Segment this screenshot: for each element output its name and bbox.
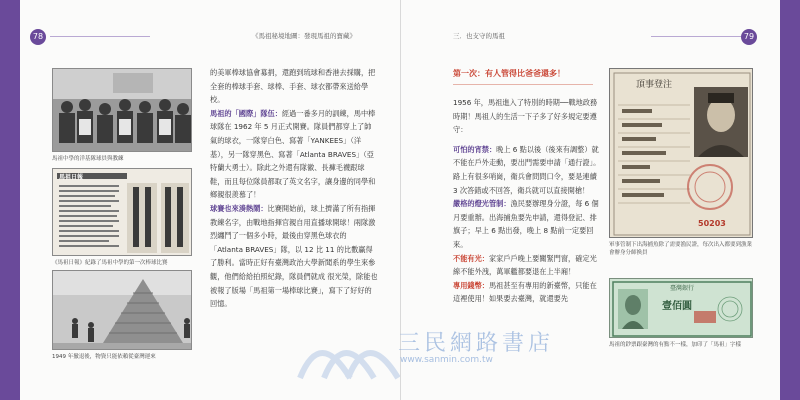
id-card-caption: 軍事管制下出海捕魚除了需要漁民證，每次出入都要到漁業會辦身分師換員 [609, 242, 753, 256]
right-page-number: 79 [741, 29, 757, 45]
supplies-photo-illustration [53, 271, 192, 350]
id-card-number: 50203 [698, 219, 726, 228]
watermark-url: www.sanmin.com.tw [400, 355, 493, 365]
right-header-title: 三．也支守的馬祖 [453, 32, 505, 40]
newspaper-illustration [53, 169, 192, 256]
rule-1-label: 可怕的宵禁： [453, 144, 497, 154]
left-header-title: 《馬祖秘境地圖：發現馬祖的寶藏》 [252, 32, 356, 40]
id-card-illustration [610, 69, 753, 238]
banknote-bank-name: 臺灣銀行 [670, 285, 695, 292]
watermark-logo-icon [290, 322, 400, 382]
right-header-rule [651, 36, 741, 37]
page-frame-left [0, 0, 20, 400]
rule-2-text: 漁民要辦理身分證，每 6 個月要重辦。出海捕魚要先申請，還得登記、排旗子；早上 6 點出發，晚上 8 點前一定要回來。 [453, 199, 599, 249]
left-page-number: 78 [30, 29, 46, 45]
rule-4-label: 專用錢幣： [453, 280, 489, 290]
team-photo [52, 68, 192, 152]
rule-1-text: 晚上 6 點以後（後來有調整）就不能在戶外走動，要出門需要申請「通行證」。路上有很多哨崗，衛兵會問問口令，要是連續 3 次答錯或不回答，衛兵就可以直接開槍！ [453, 144, 601, 195]
left-p2-label: 馬祖的「國際」隊伍： [210, 108, 282, 118]
id-card-title: 頂事登注 [636, 80, 673, 90]
left-paragraph-3: 比賽開始前，球上擠滿了所有指揮教練名字，由戰地指揮官親自用直播球開球！兩隊激烈纏鬥了一個多小時，最後由穿黑色球衣的「Atlanta BRAVES」隊，以 12 比 11 的比數贏得了勝利。當時正好有臺灣政治大學新聞系的學生來參觀，他們給給拍照紀錄，隊員們就成 [210, 203, 376, 281]
right-body-text [453, 96, 601, 306]
fisherman-id-card [609, 68, 753, 238]
rule-3-label: 不能有光： [453, 253, 489, 263]
newspaper-photo [52, 168, 192, 256]
section-title: 第一次：有人管得比爸爸還多！ [453, 69, 565, 78]
newspaper-caption: 《馬祖日報》紀錄了馬祖中學的第一次棒球比賽 [52, 260, 168, 266]
section-title-rule [453, 84, 593, 85]
left-paragraph-3-tail: 很光榮，除能也被報了版場「馬祖第一場棒球比賽」，寫下了好好的回憶。 [210, 271, 378, 309]
right-intro: 1956 年，馬祖進入了特別的時期──戰地政務時期！馬祖人的生活一下子多了好多規定要遵守： [453, 98, 598, 135]
team-photo-illustration [53, 69, 192, 152]
page-frame-right [780, 0, 800, 400]
left-header-rule [50, 36, 150, 37]
rule-3-text: 家家戶戶晚上要關緊門窗，確定光線不能外洩，萬軍艦都要退在上半廂！ [453, 253, 597, 277]
newspaper-masthead: 馬祖日報 [59, 174, 84, 181]
watermark-brand: 三民網路書店 [398, 331, 555, 356]
rule-2-label: 嚴格的燈光管制： [453, 199, 511, 209]
banknote-denomination: 壹佰圓 [662, 301, 692, 312]
left-p3-label: 球賽也來湊熱鬧： [210, 203, 268, 213]
rule-4-text: 馬祖甚至有專用的新臺幣，只能在這裡使用！如果要去臺灣，就還要先 [453, 280, 597, 304]
banknote-caption: 馬祖的鈔票跟臺灣的有點不一樣，加印了「馬祖」字樣 [609, 342, 742, 348]
matsu-banknote [609, 278, 753, 338]
supplies-photo [52, 270, 192, 350]
left-body-text [210, 66, 378, 311]
team-photo-caption: 馬祖中學的洋基隊球員與教練 [52, 156, 124, 162]
left-paragraph-1: 的美軍棒球協會募捐，還跑到琉球和香港去採購，把全套的棒球手套、球棒、手套、球衣都帶來送給學校。 [210, 68, 376, 105]
supplies-caption: 1949 年撤退後，物資只能依賴從臺灣運來 [52, 354, 156, 360]
left-paragraph-2: 經過一番多月的訓練，馬中棒球隊在 1962 年 5 月正式開賽。隊員們都穿上了帥氣的球衣，一隊穿白色、寫著「YANKEES」（洋基），另一隊穿黑色、寫著「Atlanta BRAVES」（亞特蘭大勇士）。除此之外還有隊徽、長褲毛襪跟球鞋，而且每位隊員都取了英文名字，讓身邊的同學和鄉親很羨慕了！ [210, 108, 376, 200]
